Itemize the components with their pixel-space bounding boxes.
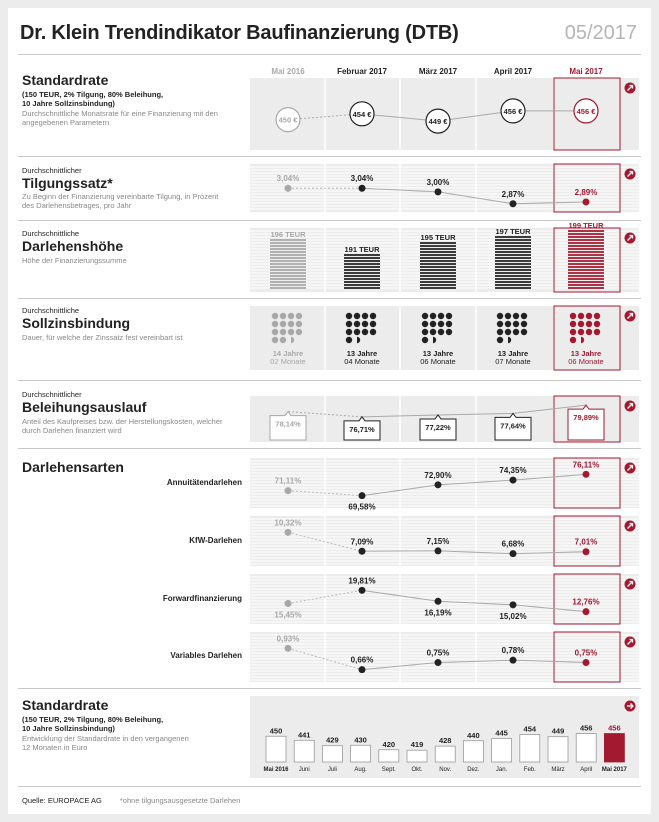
sollzins-dot-2 (438, 321, 444, 327)
sollzins-dot-4 (570, 313, 576, 319)
sollzins-dot-0 (280, 337, 286, 343)
standardrate12-bar-3 (351, 745, 371, 762)
darlehenshoehe-label-2: 195 TEUR (420, 233, 456, 242)
sollzins-dot-0 (272, 313, 278, 319)
standardrate12-value-4: 420 (382, 739, 396, 749)
standardrate12-bar-4 (379, 750, 399, 762)
sollzins-years-0: 14 Jahre (272, 349, 304, 358)
sollzins-dot-0 (280, 313, 286, 319)
sollzins-dot-3 (513, 321, 519, 327)
darlehensart-0-label-4: 76,11% (572, 460, 600, 470)
standardrate12-bar-5 (407, 750, 427, 762)
sollzins-dot-4 (586, 329, 592, 335)
standardrate12-tick-6: Nov. (439, 767, 452, 773)
beleihung-desc: Anteil des Kaufpreises bzw. der Herstellungskosten, welcher durch Darlehen finanziert wird (22, 417, 223, 435)
sollzins-dot-3 (521, 321, 527, 327)
sollzins-dot-3 (497, 329, 503, 335)
standardrate12-tick-0: Mai 2016 (263, 767, 289, 773)
beleihung-label-0: 78,14% (275, 419, 301, 429)
sollzins-dot-0 (272, 321, 278, 327)
sollzins-dot-2 (430, 313, 436, 319)
sollzins-dot-2 (422, 329, 428, 335)
darlehensart-3-label-4: 0,75% (574, 648, 598, 658)
sollzins-dot-3 (497, 321, 503, 327)
darlehensart-1-label-3: 6,68% (501, 539, 525, 549)
sollzins-dot-3 (521, 313, 527, 319)
standardrate-label-4: 456 € (576, 106, 596, 116)
standardrate12-value-3: 430 (354, 735, 367, 745)
beleihung-box-4 (568, 405, 604, 440)
darlehenshoehe-label-0: 196 TEUR (270, 230, 306, 239)
standardrate12-value-1: 441 (297, 730, 311, 740)
column-header-2: März 2017 (418, 67, 458, 76)
sollzins-dot-3 (505, 321, 511, 327)
sollzins-years-4: 13 Jahre (570, 349, 602, 358)
darlehenshoehe-label-3: 197 TEUR (495, 227, 531, 236)
sollzins-years-3: 13 Jahre (497, 349, 529, 358)
standardrate12-bar-0 (266, 736, 286, 762)
sollzins-dot-3 (497, 337, 503, 343)
darlehensart-2-label-4: 12,76% (572, 597, 600, 607)
column-header-1: Februar 2017 (337, 67, 387, 76)
sollzins-dot-1 (362, 329, 368, 335)
sollzins-dot-4 (594, 321, 600, 327)
standardrate12-value-6: 428 (438, 736, 452, 746)
row-label-variabel: Variables Darlehen (170, 651, 242, 660)
darlehensart-2-point-0 (285, 600, 292, 607)
darlehensart-3-label-1: 0,66% (350, 655, 374, 665)
darlehensart-0-label-3: 74,35% (499, 466, 527, 476)
sollzins-dot-2 (422, 321, 428, 327)
darlehensart-1-point-1 (359, 548, 366, 555)
standardrate12-tick-12: Mai 2017 (601, 767, 627, 773)
darlehensart-3-point-3 (510, 657, 517, 664)
sollzins-dot-0 (288, 313, 294, 319)
standardrate-label-3: 456 € (503, 106, 523, 116)
standardrate-title: Standardrate (22, 72, 109, 88)
darlehensart-1-label-1: 7,09% (350, 537, 374, 547)
standardrate12-bar-12 (604, 734, 624, 762)
beleihung-label-4: 79,89% (573, 413, 599, 423)
darlehensart-2-point-4 (583, 608, 590, 615)
darlehensart-2-point-2 (435, 598, 442, 605)
sollzins-dot-4 (586, 321, 592, 327)
darlehensart-1-point-4 (583, 548, 590, 555)
row-label-forward: Forwardfinanzierung (162, 594, 242, 603)
column-header-4: Mai 2017 (569, 67, 603, 76)
darlehensart-2-label-2: 16,19% (424, 608, 452, 618)
sollzins-dot-0 (280, 329, 286, 335)
darlehensarten-title: Darlehensarten (22, 459, 124, 475)
sollzins-dot-0 (272, 329, 278, 335)
darlehenshoehe-label-4: 199 TEUR (568, 221, 604, 230)
sollzins-dot-0 (296, 321, 302, 327)
darlehensart-0-point-1 (359, 492, 366, 499)
darlehenshoehe-desc: Höhe der Finanzierungssumme (22, 256, 127, 265)
sollzins-dot-4 (570, 321, 576, 327)
standardrate12-bar-11 (576, 734, 596, 762)
tilgung-point-3 (510, 200, 517, 207)
darlehensart-2-point-3 (510, 601, 517, 608)
darlehensart-3-point-0 (285, 645, 292, 652)
darlehensart-0-point-4 (583, 471, 590, 478)
sollzins-dot-3 (513, 313, 519, 319)
sollzins-dot-1 (370, 329, 376, 335)
standardrate12-params: (150 TEUR, 2% Tilgung, 80% Beleihung, 10 Jahre Sollzinsbindung) (22, 715, 164, 733)
standardrate-label-2: 449 € (428, 117, 448, 127)
tilgung-label-4: 2,89% (574, 187, 598, 197)
sollzins-dot-0 (272, 337, 278, 343)
beleihung-title: Beleihungsauslauf (22, 399, 147, 415)
sollzins-dot-1 (346, 321, 352, 327)
sollzins-dot-1 (346, 313, 352, 319)
sollzins-dot-1 (354, 313, 360, 319)
tilgung-point-0 (285, 185, 292, 192)
sollzins-pre: Durchschnittliche (22, 306, 80, 315)
sollzins-desc: Dauer, für welche der Zinssatz fest vereinbart ist (22, 333, 183, 342)
standardrate12-bar-1 (294, 740, 314, 762)
darlehensart-1-point-0 (285, 529, 292, 536)
darlehensart-1-label-0: 10,32% (274, 518, 302, 528)
standardrate12-value-2: 429 (326, 735, 339, 745)
darlehensart-0-label-2: 72,90% (424, 470, 452, 480)
standardrate12-value-8: 445 (495, 728, 508, 738)
sollzins-dot-1 (370, 321, 376, 327)
sollzins-dot-0 (288, 329, 294, 335)
tilgung-point-4 (583, 198, 590, 205)
darlehenshoehe-title: Darlehenshöhe (22, 238, 124, 254)
darlehensart-3-point-1 (359, 666, 366, 673)
standardrate12-tick-8: Jan. (495, 767, 508, 773)
standardrate12-tick-5: Okt. (411, 767, 423, 773)
beleihung-pre: Durchschnittlicher (22, 390, 82, 399)
sollzins-months-2: 06 Monate (420, 357, 456, 366)
sollzins-dot-1 (354, 321, 360, 327)
row-label-annuitaet: Annuitätendarlehen (166, 478, 242, 487)
sollzins-dot-1 (354, 329, 360, 335)
sollzins-dot-2 (446, 321, 452, 327)
darlehenshoehe-pre: Durchschnittliche (22, 229, 80, 238)
standardrate12-tick-1: Juni (298, 767, 310, 773)
beleihung-label-2: 77,22% (425, 422, 451, 432)
darlehensart-0-label-0: 71,11% (274, 476, 302, 486)
sollzins-dot-4 (578, 313, 584, 319)
darlehensart-0-point-2 (435, 481, 442, 488)
infographic-card (8, 8, 651, 814)
sollzins-dot-4 (578, 321, 584, 327)
darlehensart-2-label-1: 19,81% (348, 576, 376, 586)
standardrate12-tick-10: März (551, 767, 565, 773)
tilgung-title: Tilgungssatz* (22, 175, 113, 191)
standardrate12-value-10: 449 (551, 726, 565, 736)
footer-source: Quelle: EUROPACE AG (22, 796, 102, 805)
beleihung-label-3: 77,64% (500, 421, 526, 431)
sollzins-dot-0 (296, 329, 302, 335)
darlehensart-2-label-3: 15,02% (499, 611, 527, 621)
sollzins-dot-3 (513, 329, 519, 335)
standardrate-params: (150 TEUR, 2% Tilgung, 80% Beleihung, 10 Jahre Sollzinsbindung) (22, 90, 164, 108)
darlehensart-3-label-2: 0,75% (426, 648, 450, 658)
tilgung-pre: Durchschnittlicher (22, 166, 82, 175)
page-title: Dr. Klein Trendindikator Baufinanzierung (DTB) (20, 22, 459, 44)
standardrate12-bar-6 (435, 746, 455, 762)
darlehensart-3-point-4 (583, 659, 590, 666)
standardrate12-tick-9: Feb. (523, 767, 536, 773)
darlehensart-3-label-0: 0,93% (276, 634, 300, 644)
beleihung-label-1: 76,71% (349, 424, 375, 434)
sollzins-months-4: 06 Monate (568, 357, 604, 366)
tilgung-label-3: 2,87% (501, 189, 525, 199)
standardrate12-tick-4: Sept. (381, 767, 396, 773)
standardrate-label-0: 450 € (278, 115, 298, 125)
standardrate12-tick-7: Dez. (467, 767, 480, 773)
darlehenshoehe-label-1: 191 TEUR (344, 245, 380, 254)
sollzins-years-2: 13 Jahre (422, 349, 454, 358)
darlehensart-1-label-4: 7,01% (574, 537, 598, 547)
sollzins-dot-4 (578, 329, 584, 335)
tilgung-point-2 (435, 188, 442, 195)
row-label-kfw: KfW-Darlehen (189, 536, 242, 545)
sollzins-dot-3 (505, 313, 511, 319)
standardrate12-desc: Entwicklung der Standardrate in den vergangenen 12 Monaten in Euro (22, 734, 189, 752)
standardrate12-bar-10 (548, 737, 568, 762)
tilgung-label-2: 3,00% (426, 177, 450, 187)
standardrate-desc: Durchschnittliche Monatsrate für eine Finanzierung mit den angegebenen Parametern (22, 109, 218, 127)
sollzins-dot-2 (438, 313, 444, 319)
standardrate12-title: Standardrate (22, 697, 109, 713)
standardrate12-bar-9 (520, 734, 540, 762)
sollzins-dot-1 (346, 337, 352, 343)
sollzins-dot-0 (296, 313, 302, 319)
sollzins-dot-2 (446, 329, 452, 335)
sollzins-dot-3 (505, 329, 511, 335)
tilgung-point-1 (359, 185, 366, 192)
sollzins-dot-2 (422, 337, 428, 343)
column-header-3: April 2017 (493, 67, 533, 76)
sollzins-months-3: 07 Monate (495, 357, 531, 366)
tilgung-desc: Zu Beginn der Finanzierung vereinbarte Tilgung, in Prozent des Darlehensbetrages, pro Jahr (22, 192, 219, 210)
sollzins-dot-4 (570, 337, 576, 343)
sollzins-dot-1 (362, 321, 368, 327)
sollzins-dot-2 (430, 329, 436, 335)
sollzins-months-1: 04 Monate (344, 357, 380, 366)
standardrate12-value-7: 440 (467, 730, 480, 740)
sollzins-months-0: 02 Monate (270, 357, 306, 366)
standardrate-label-1: 454 € (352, 109, 372, 119)
darlehensart-1-label-2: 7,15% (426, 536, 450, 546)
chart-canvas (8, 8, 651, 814)
standardrate12-value-12: 456 (608, 723, 621, 733)
page-date: 05/2017 (564, 22, 637, 44)
sollzins-dot-2 (438, 329, 444, 335)
standardrate12-value-5: 419 (410, 740, 424, 750)
sollzins-dot-2 (422, 313, 428, 319)
sollzins-title: Sollzinsbindung (22, 315, 131, 331)
standardrate12-tick-11: April (580, 767, 593, 773)
darlehensart-2-point-1 (359, 587, 366, 594)
standardrate12-tick-2: Juli (327, 767, 337, 773)
sollzins-dot-4 (594, 329, 600, 335)
standardrate12-bar-8 (492, 739, 512, 763)
darlehensart-3-label-3: 0,78% (501, 646, 525, 656)
sollzins-dot-4 (594, 313, 600, 319)
darlehensart-1-point-3 (510, 550, 517, 557)
darlehensart-2-label-0: 15,45% (274, 610, 302, 620)
sollzins-dot-4 (570, 329, 576, 335)
darlehensart-3-point-2 (435, 659, 442, 666)
darlehensart-1-point-2 (435, 547, 442, 554)
sollzins-dot-4 (586, 313, 592, 319)
footer-note: *ohne tilgungsausgesetzte Darlehen (119, 796, 241, 805)
sollzins-dot-2 (446, 313, 452, 319)
sollzins-dot-3 (497, 313, 503, 319)
sollzins-dot-0 (280, 321, 286, 327)
standardrate12-bar-7 (463, 741, 483, 762)
sollzins-years-1: 13 Jahre (346, 349, 378, 358)
sollzins-dot-1 (370, 313, 376, 319)
sollzins-dot-2 (430, 321, 436, 327)
sollzins-dot-3 (521, 329, 527, 335)
darlehensart-0-label-1: 69,58% (348, 502, 376, 512)
tilgung-label-1: 3,04% (350, 174, 374, 184)
standardrate12-value-11: 456 (579, 723, 593, 733)
darlehensart-0-point-0 (285, 487, 292, 494)
standardrate12-tick-3: Aug. (354, 767, 367, 773)
sollzins-dot-0 (288, 321, 294, 327)
sollzins-dot-1 (346, 329, 352, 335)
standardrate12-value-9: 454 (523, 724, 537, 734)
tilgung-label-0: 3,04% (276, 174, 300, 184)
darlehensart-0-point-3 (510, 477, 517, 484)
column-header-0: Mai 2016 (271, 67, 305, 76)
standardrate12-bar-2 (322, 746, 342, 762)
sollzins-dot-1 (362, 313, 368, 319)
standardrate12-value-0: 450 (269, 726, 283, 736)
